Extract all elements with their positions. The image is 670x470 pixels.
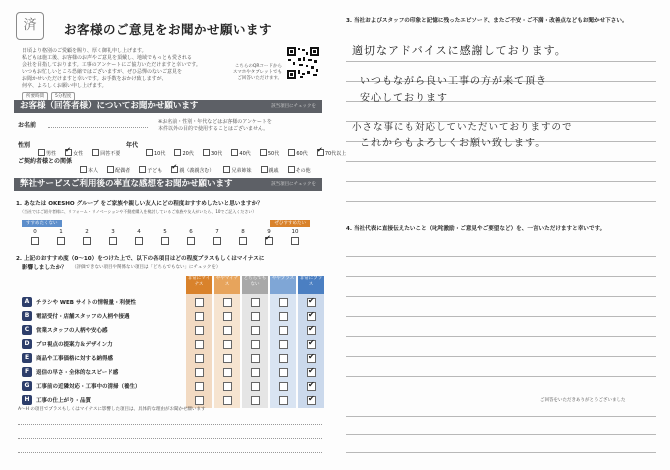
service-section-header	[14, 178, 322, 191]
qr-note-line: スマホやタブレットでも	[232, 70, 282, 75]
family-option-label: 親戚	[268, 168, 279, 174]
answer-line[interactable]	[346, 376, 656, 377]
rating-checkbox[interactable]	[279, 326, 288, 335]
age-option[interactable]	[260, 149, 279, 157]
age-checkbox[interactable]	[317, 149, 324, 156]
rating-checkbox[interactable]	[195, 382, 204, 391]
intro-line: 何卒、よろしくお願い申し上げます。	[22, 83, 107, 89]
scale-number: 7	[215, 229, 219, 235]
rating-checkbox[interactable]	[223, 312, 232, 321]
scale-number: 5	[163, 229, 167, 235]
rating-row-label: 返信の早さ・全体的なスピード感	[36, 370, 119, 376]
rating-checkbox[interactable]	[251, 368, 260, 377]
rating-row	[22, 296, 328, 309]
scale-checkbox[interactable]	[31, 237, 39, 245]
handwritten-answer-line: 安心しております	[360, 93, 448, 104]
rating-checkbox[interactable]	[223, 368, 232, 377]
rating-row-label: 電話受付・店舗スタッフの人柄や接遇	[36, 314, 130, 320]
scale-option[interactable]	[230, 229, 256, 245]
rating-checkbox[interactable]	[279, 382, 288, 391]
handwritten-answer-line: いつもながら良い工事の方が来て頂き	[360, 76, 547, 87]
rating-column-header: ややプラス	[270, 276, 296, 294]
rating-checkbox[interactable]	[307, 312, 316, 321]
family-option[interactable]	[288, 166, 311, 174]
gender-option-label: 回答不要	[100, 151, 121, 157]
age-checkbox[interactable]	[174, 149, 181, 156]
scale-checkbox[interactable]	[265, 237, 273, 245]
rating-checkbox[interactable]	[307, 340, 316, 349]
age-option[interactable]	[288, 149, 307, 157]
intro-line: いつもお忙しいところ恐縮ではございますが、ぜひ忌憚のないご意見を	[22, 69, 183, 75]
age-option-label: 60代	[296, 151, 308, 157]
rating-column-header: ややマイナス	[214, 276, 240, 294]
rating-row-letter: G	[22, 381, 32, 391]
family-checkbox[interactable]	[223, 166, 230, 173]
rating-checkbox[interactable]	[279, 354, 288, 363]
scale-number: 0	[33, 229, 37, 235]
rating-checkbox[interactable]	[251, 298, 260, 307]
family-option[interactable]	[80, 166, 98, 174]
service-section-title: 弊社サービスご利用後の率直な感想をお聞かせ願います	[20, 179, 233, 189]
rating-checkbox[interactable]	[223, 298, 232, 307]
intro-text	[22, 48, 202, 101]
scale-checkbox[interactable]	[109, 237, 117, 245]
age-option-label: 20代	[182, 151, 194, 157]
rating-checkbox[interactable]	[307, 382, 316, 391]
time-pill-value: 5分程度	[51, 92, 75, 101]
scale-option[interactable]	[74, 229, 100, 245]
question-2: 2. 上記のおすすめ度（0〜10）をつけた上で、以下の各項目はどの程度プラスもしくはマイナスに	[16, 256, 265, 262]
qr-note	[220, 64, 282, 82]
scale-checkbox[interactable]	[135, 237, 143, 245]
rating-row-letter: H	[22, 395, 32, 405]
family-checkbox[interactable]	[171, 166, 178, 173]
scale-checkbox[interactable]	[213, 237, 221, 245]
reason-line[interactable]	[18, 438, 322, 439]
rating-row	[22, 352, 328, 365]
intro-line: 私どもは施工後、お客様のお声やご意見を頂戴し、地域でもっとも愛される	[22, 55, 193, 61]
age-option-label: 50代	[267, 151, 280, 157]
answer-line[interactable]	[346, 356, 656, 357]
age-option-label: 40代	[239, 151, 251, 157]
rating-checkbox[interactable]	[279, 312, 288, 321]
scale-number: 6	[189, 229, 193, 235]
service-section-note: 該当項目にチェックを	[271, 182, 316, 187]
scale-number: 8	[241, 229, 245, 235]
answer-line[interactable]	[346, 452, 656, 453]
rating-checkbox[interactable]	[251, 382, 260, 391]
rating-row	[22, 366, 328, 379]
family-option-label: 子ども	[147, 168, 163, 174]
page-title: お客様のご意見をお聞かせ願います	[64, 22, 273, 37]
gender-checkbox-female[interactable]	[65, 149, 72, 156]
rating-checkbox[interactable]	[251, 312, 260, 321]
family-option-label: 親（義親含む）	[179, 168, 215, 174]
question-2-note: （評価できない項目や関係ない項目は「どちらでもない」にチェックを）	[72, 265, 221, 270]
scale-checkbox[interactable]	[161, 237, 169, 245]
scale-option[interactable]	[100, 229, 126, 245]
age-checkbox[interactable]	[260, 149, 267, 156]
intro-line: 日頃より格別のご愛顧を賜り、厚く御礼申し上げます。	[22, 48, 147, 54]
name-note-2: 本件以外の目的で使用することはございません。	[158, 126, 269, 132]
rating-checkbox[interactable]	[279, 298, 288, 307]
processed-stamp: 済	[16, 12, 44, 40]
age-option[interactable]	[231, 149, 250, 157]
rating-checkbox[interactable]	[195, 396, 204, 405]
scale-checkbox[interactable]	[187, 237, 195, 245]
scale-number: 9	[267, 229, 271, 235]
rating-checkbox[interactable]	[279, 396, 288, 405]
rating-row	[22, 338, 328, 351]
family-option-label: 本人	[88, 168, 99, 174]
answer-line[interactable]	[346, 276, 656, 277]
age-option[interactable]	[146, 149, 165, 157]
rating-row	[22, 380, 328, 393]
rating-column-header: 非常にプラス	[298, 276, 324, 294]
scale-option[interactable]	[126, 229, 152, 245]
rating-checkbox[interactable]	[279, 368, 288, 377]
rating-row-letter: F	[22, 367, 32, 377]
reason-line[interactable]	[18, 452, 322, 453]
answer-line[interactable]	[346, 434, 656, 435]
scale-number: 2	[85, 229, 89, 235]
rating-checkbox[interactable]	[223, 340, 232, 349]
question-2-b: 影響しましたか？	[22, 265, 67, 271]
answer-line[interactable]	[346, 256, 656, 257]
scale-checkbox[interactable]	[83, 237, 91, 245]
family-checkbox[interactable]	[107, 166, 114, 173]
time-pill-label: 所要時間	[22, 92, 48, 101]
intro-line: 会社を目指しております。工事のアンケートにご協力いただけますと幸いです。	[22, 62, 201, 68]
rating-checkbox[interactable]	[307, 368, 316, 377]
scale-option[interactable]	[22, 229, 48, 245]
rating-checkbox[interactable]	[195, 312, 204, 321]
scale-option[interactable]	[204, 229, 230, 245]
rating-row-letter: A	[22, 297, 32, 307]
rating-checkbox[interactable]	[307, 396, 316, 405]
rating-checkbox[interactable]	[223, 354, 232, 363]
age-checkbox[interactable]	[203, 149, 210, 156]
rating-column-header: 非常にマイナス	[186, 276, 212, 294]
customer-section-note: 該当項目にチェックを	[271, 104, 316, 109]
customer-section-title: お客様（回答者様）についてお聞かせ願います	[20, 101, 199, 111]
rating-row	[22, 324, 328, 337]
family-option-label: 兄弟姉妹	[231, 168, 252, 174]
family-checkbox[interactable]	[261, 166, 268, 173]
gender-option[interactable]	[92, 149, 120, 157]
rating-checkbox[interactable]	[223, 396, 232, 405]
family-option[interactable]	[261, 166, 279, 174]
rating-checkbox[interactable]	[307, 326, 316, 335]
question-3: 3. 当社およびスタッフの印象と記憶に残ったエピソード、またご不安・ご不満・改善点などもお聞かせ下さい。	[346, 18, 628, 24]
scale-checkbox[interactable]	[57, 237, 65, 245]
answer-line[interactable]	[346, 336, 656, 337]
gender-checkbox-none[interactable]	[92, 149, 99, 156]
age-label: 年代	[126, 142, 139, 149]
customer-section-header	[14, 100, 322, 113]
rating-row-letter: E	[22, 353, 32, 363]
handwritten-answer-line: 適切なアドバイスに感謝しております。	[352, 44, 567, 57]
rating-row-label: 工事の仕上がり・品質	[36, 398, 92, 404]
family-option-label: 配偶者	[115, 168, 131, 174]
age-option-label: 30代	[210, 151, 223, 157]
family-label: ご契約者様との関係	[18, 158, 73, 165]
scale-right-label: ぜひすすめたい	[270, 220, 310, 227]
rating-checkbox[interactable]	[195, 368, 204, 377]
answer-line[interactable]	[346, 296, 656, 297]
age-option-label: 70代以上	[324, 151, 347, 157]
scale-number: 3	[111, 229, 115, 235]
question-2-footer: A〜H の項目でプラスもしくはマイナスに影響した項目は、具体的な理由がお聞かせ願います	[18, 407, 206, 412]
rating-row-label: プロ視点の提案力＆デザイン力	[36, 342, 113, 348]
age-option[interactable]	[203, 149, 222, 157]
scale-option[interactable]	[282, 229, 308, 245]
family-option[interactable]	[223, 166, 251, 174]
question-1-note: （当社ではご紹介者様に、リフォーム・リノベーションや不動産購入を検討しているご家族や友人がいたら、10でご記入ください）	[20, 209, 257, 214]
rating-row-label: 工事前の近隣対応・工事中の清掃（養生）	[36, 384, 141, 390]
family-checkbox[interactable]	[80, 166, 87, 173]
scale-option[interactable]	[256, 229, 282, 245]
rating-row-label: チラシや WEB サイトの情報量・利便性	[36, 300, 136, 306]
rating-checkbox[interactable]	[251, 340, 260, 349]
rating-row-letter: C	[22, 325, 32, 335]
rating-checkbox[interactable]	[195, 354, 204, 363]
answer-line[interactable]	[346, 61, 656, 62]
left-column	[8, 6, 347, 464]
qr-code-icon[interactable]	[286, 46, 320, 80]
rating-checkbox[interactable]	[195, 340, 204, 349]
rating-checkbox[interactable]	[223, 382, 232, 391]
gender-checkbox-male[interactable]	[38, 149, 45, 156]
scale-option[interactable]	[48, 229, 74, 245]
question-4: 4. 当社代表に直接伝えたいこと（叱咤激励・ご意見やご要望など）を、一言いただけますと幸いです。	[346, 226, 606, 232]
name-label: お名前	[18, 122, 37, 129]
rating-row-label: 商品や工事価格に対する納得感	[36, 356, 114, 362]
rating-checkbox[interactable]	[195, 326, 204, 335]
answer-line[interactable]	[346, 416, 656, 417]
handwritten-answer-line: 小さな事にも対応していただいておりますので	[352, 122, 573, 133]
intro-line: お聞かせいただけますと幸いです。お手数をおかけ致しますが、	[22, 76, 167, 82]
name-note: ※お名前・性別・年代などはお客様のアンケートを	[158, 119, 272, 125]
rating-row-letter: B	[22, 311, 32, 321]
question-1: 1. あなたは OKESHO グループ をご家族や親しい友人にどの程度おすすめしたいと思いますか？	[16, 201, 263, 207]
recommend-scale	[22, 220, 310, 250]
rating-checkbox[interactable]	[251, 354, 260, 363]
family-checkbox[interactable]	[139, 166, 146, 173]
family-option[interactable]	[171, 166, 214, 174]
age-checkbox[interactable]	[231, 149, 238, 156]
age-checkbox[interactable]	[146, 149, 153, 156]
rating-row-letter: D	[22, 339, 32, 349]
family-option[interactable]	[139, 166, 162, 174]
age-checkbox[interactable]	[288, 149, 295, 156]
name-field[interactable]	[48, 127, 148, 128]
rating-row	[22, 310, 328, 323]
answer-line[interactable]	[346, 201, 656, 202]
answer-line[interactable]	[346, 316, 656, 317]
answer-line[interactable]	[346, 181, 656, 182]
scale-checkbox[interactable]	[239, 237, 247, 245]
scale-option[interactable]	[178, 229, 204, 245]
age-option-label: 10代	[154, 151, 166, 157]
reason-line[interactable]	[18, 424, 322, 425]
scale-number: 10	[291, 229, 299, 235]
gender-label: 性別	[18, 142, 31, 149]
family-option[interactable]	[107, 166, 130, 174]
qr-note-line: こちらのQRコードから	[234, 64, 282, 69]
rating-checkbox[interactable]	[279, 340, 288, 349]
family-option-label: その他	[295, 168, 311, 174]
rating-checkbox[interactable]	[251, 326, 260, 335]
rating-column-header: どちらでもない	[242, 276, 268, 294]
handwritten-answer-line: これからもよろしくお願い致します。	[360, 138, 547, 149]
age-option[interactable]	[174, 149, 193, 157]
rating-checkbox[interactable]	[307, 354, 316, 363]
family-checkbox[interactable]	[288, 166, 295, 173]
rating-checkbox[interactable]	[223, 326, 232, 335]
rating-checkbox[interactable]	[195, 298, 204, 307]
scale-option[interactable]	[152, 229, 178, 245]
scale-number: 4	[137, 229, 141, 235]
rating-checkbox[interactable]	[251, 396, 260, 405]
scale-left-label: すすめたくない	[22, 220, 62, 227]
scale-number: 1	[59, 229, 63, 235]
family-options	[80, 157, 315, 176]
rating-checkbox[interactable]	[307, 298, 316, 307]
gender-option-label: 女性	[73, 151, 84, 157]
gender-option-label: 男性	[46, 151, 57, 157]
answer-line[interactable]	[346, 161, 656, 162]
thanks-footer: ご回答をいただきありがとうございました	[540, 398, 626, 403]
rating-row-label: 営業スタッフの人柄や安心感	[36, 328, 108, 334]
qr-note-line: ご回答いただけます。	[237, 76, 282, 81]
scale-checkbox[interactable]	[291, 237, 299, 245]
scale-labels	[22, 220, 310, 227]
right-column	[340, 6, 662, 464]
